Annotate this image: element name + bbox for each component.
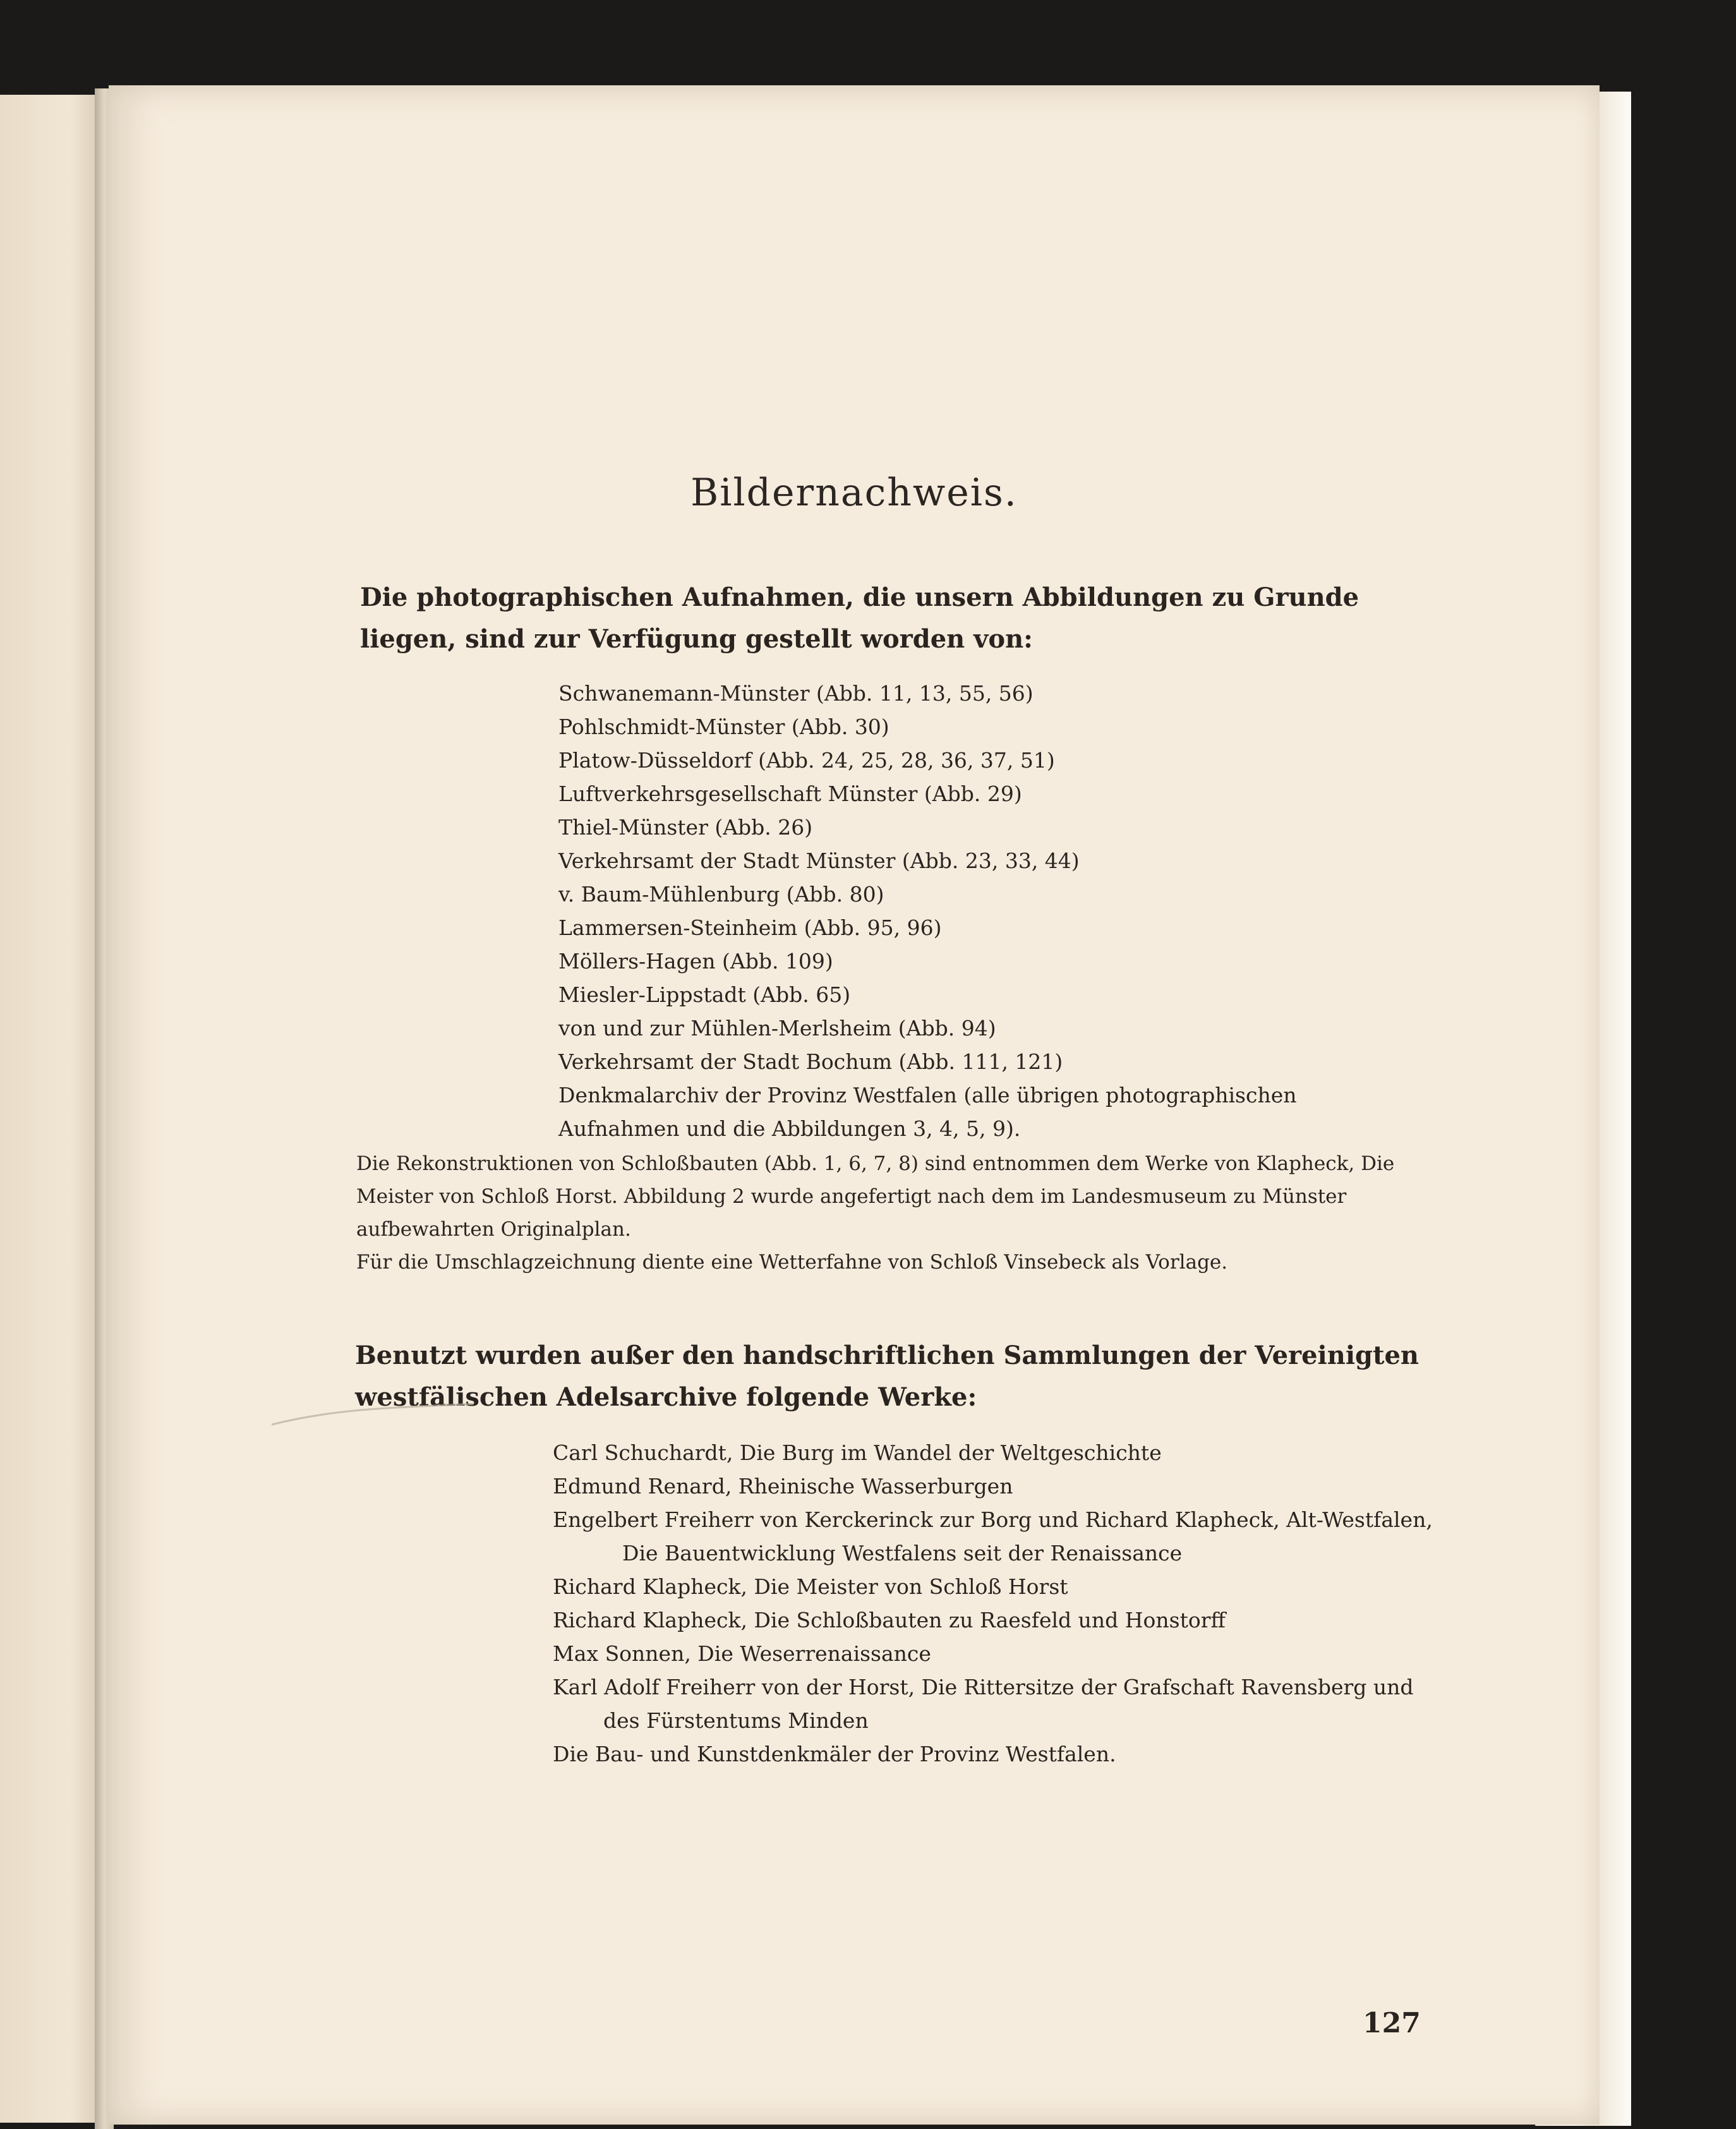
- list-item: Verkehrsamt der Stadt Münster (Abb. 23, 33, 44): [558, 848, 1080, 873]
- left-page-edge: [0, 95, 101, 2123]
- list-item: Platow-Düsseldorf (Abb. 24, 25, 28, 36, 37, 51): [558, 748, 1055, 773]
- list-item-line: Die Bauentwicklung Westfalens seit der Renaissance: [622, 1541, 1183, 1565]
- list-item-line: Karl Adolf Freiherr von der Horst, Die Rittersitze der Grafschaft Ravensberg und: [553, 1675, 1414, 1699]
- book-page: [109, 85, 1600, 2125]
- list-item: [553, 1503, 1450, 1570]
- list-item: Lammersen-Steinheim (Abb. 95, 96): [558, 915, 942, 940]
- page-title: Bildernachweis.: [690, 471, 1018, 515]
- list-item: Schwanemann-Münster (Abb. 11, 13, 55, 56): [558, 681, 1034, 706]
- list-item: Carl Schuchardt, Die Burg im Wandel der Weltgeschichte: [553, 1440, 1162, 1465]
- list-item: Max Sonnen, Die Weserrenaissance: [553, 1641, 931, 1666]
- list-item-line: Engelbert Freiherr von Kerckerinck zur Borg und Richard Klapheck, Alt-Westfalen,: [553, 1507, 1433, 1532]
- list-item: [558, 1078, 1443, 1145]
- list-item: Richard Klapheck, Die Schloßbauten zu Raesfeld und Honstorff: [553, 1608, 1226, 1632]
- intro-photos-paragraph: Die photographischen Aufnahmen, die unsern Abbildungen zu Grunde liegen, sind zur Verfügung gestellt worden von:: [360, 582, 1359, 654]
- list-item: Thiel-Münster (Abb. 26): [558, 815, 813, 840]
- list-item: Möllers-Hagen (Abb. 109): [558, 949, 833, 974]
- list-item: [553, 1670, 1450, 1737]
- intro-works-paragraph: Benutzt wurden außer den handschriftlichen Sammlungen der Vereinigten westfälischen Adelsarchive folgende Werke:: [355, 1341, 1419, 1412]
- list-item: Miesler-Lippstadt (Abb. 65): [558, 982, 851, 1007]
- list-item-line: des Fürstentums Minden: [603, 1708, 869, 1733]
- paper-crease: [272, 1396, 474, 1434]
- note-cover: Für die Umschlagzeichnung diente eine Wetterfahne von Schloß Vinsebeck als Vorlage.: [356, 1251, 1228, 1274]
- list-item-line: Aufnahmen und die Abbildungen 3, 4, 5, 9).: [558, 1116, 1021, 1141]
- list-item: Luftverkehrsgesellschaft Münster (Abb. 29): [558, 781, 1022, 806]
- list-item: Richard Klapheck, Die Meister von Schloß Horst: [553, 1574, 1068, 1599]
- note-reconstructions: Die Rekonstruktionen von Schloßbauten (Abb. 1, 6, 7, 8) sind entnommen dem Werke von Klapheck, Die Meister von Schloß Horst. Abbildung 2 wurde angefertigt nach dem im Landesmuseum zu Münster aufbewahrten Originalplan.: [356, 1152, 1395, 1241]
- list-item-line: Denkmalarchiv der Provinz Westfalen (alle übrigen photographischen: [558, 1083, 1297, 1107]
- list-item: Edmund Renard, Rheinische Wasserburgen: [553, 1474, 1013, 1499]
- list-item: Die Bau- und Kunstdenkmäler der Provinz Westfalen.: [553, 1742, 1116, 1766]
- works-list: [553, 1436, 1450, 1771]
- page-number: 127: [1363, 2007, 1421, 2039]
- list-item: von und zur Mühlen-Merlsheim (Abb. 94): [558, 1016, 996, 1040]
- list-item: Verkehrsamt der Stadt Bochum (Abb. 111, 121): [558, 1049, 1063, 1074]
- list-item: Pohlschmidt-Münster (Abb. 30): [558, 715, 889, 739]
- list-item: v. Baum-Mühlenburg (Abb. 80): [558, 882, 884, 907]
- photo-sources-list: [558, 677, 1443, 1145]
